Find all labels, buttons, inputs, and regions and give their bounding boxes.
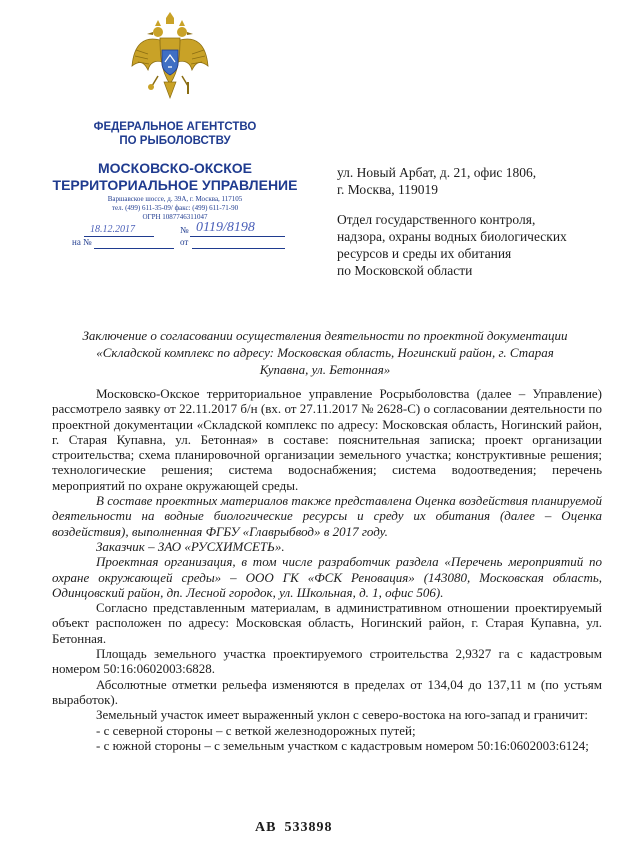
paragraph: Согласно представленным материалам, в административном отношении проектируемый объект расположен по адресу: Московская область, Ногинский район, г. Старая Купавна, ул. Бетонная. <box>52 600 602 646</box>
recipient-org-line2: надзора, охраны водных биологических <box>337 229 567 244</box>
recipient-org-line4: по Московской области <box>337 263 473 278</box>
paragraph: Заказчик – ЗАО «РУСХИМСЕТЬ». <box>96 538 285 554</box>
serial-number: 533898 <box>284 820 333 835</box>
document-title-line3: Купавна, ул. Бетонная» <box>259 362 391 377</box>
paragraph: Абсолютные отметки рельефа изменяются в пределах от 134,04 до 137,11 м (по устьям выработок). <box>52 676 602 707</box>
recipient-address-line2: г. Москва, 119019 <box>337 182 439 197</box>
outgoing-date: 18.12.2017 <box>90 224 135 235</box>
sender-address: Варшавское шоссе, д. 39А, г. Москва, 117105 <box>107 195 243 203</box>
paragraph: Площадь земельного участка проектируемого строительства 2,9327 га с кадастровым номером 50:16:0602003:6828. <box>52 646 602 677</box>
registration-line <box>72 220 287 249</box>
document-title-line2: «Складской комплекс по адресу: Московская область, Ногинский район, г. Старая <box>96 345 554 360</box>
document-body <box>52 386 602 753</box>
department-name <box>40 160 310 194</box>
sender-phone: тел. (499) 611-35-09/ факс: (499) 611-71-90 <box>111 204 239 212</box>
recipient-org-line1: Отдел государственного контроля, <box>337 212 536 227</box>
department-name-line1: МОСКОВСКО-ОКСКОЕ <box>97 160 252 176</box>
recipient-block <box>337 164 617 279</box>
form-serial-number <box>255 820 395 836</box>
recipient-address-line1: ул. Новый Арбат, д. 21, офис 1806, <box>337 165 537 180</box>
number-label: № <box>180 225 189 235</box>
paragraph: Московско-Окское территориальное управление Росрыболовства (далее – Управление) рассмотрело заявку от 22.11.2017 б/н (вх. от 27.11.2017 № 2628-С) о согласовании деятельности по проектной документации «Складской комплекс по адресу: Московская область, Ногинский район, г. Старая Купавна, ул. Бетонная» в составе: пояснительная записка; проект организации строительства; схема планировочной организации земельного участка; конструктивные решения; технологические решения; система водоснабжения; система водоотведения; перечень мероприятий по охране окружающей среды. <box>52 386 602 493</box>
coat-of-arms-icon <box>130 10 210 110</box>
reference-number-label: на № <box>72 237 92 247</box>
agency-name-line1: ФЕДЕРАЛЬНОЕ АГЕНТСТВО <box>93 121 257 133</box>
recipient-org-line3: ресурсов и среды их обитания <box>337 246 512 261</box>
sender-ogrn: ОГРН 1087746311047 <box>142 213 208 221</box>
paragraph: Земельный участок имеет выраженный уклон с северо-востока на юго-запад и граничит: <box>96 707 589 723</box>
department-name-line2: ТЕРРИТОРИАЛЬНОЕ УПРАВЛЕНИЕ <box>52 177 298 193</box>
list-item: - с северной стороны – с веткой железнодорожных путей; <box>96 722 416 738</box>
reference-date-label: от <box>180 237 189 247</box>
paragraph: Проектная организация, в том числе разработчик раздела «Перечень мероприятий по охране окружающей среды» – ООО ГК «ФСК Реновация» (143080, Московская область, Одинцовский район, дп. Лесной городок, ул. Школьная, д. 1, офис 506). <box>52 554 602 600</box>
document-title-line1: Заключение о согласовании осуществления деятельности по проектной документации <box>82 328 568 343</box>
outgoing-number: 0119/8198 <box>196 220 255 235</box>
list-item: - с южной стороны – с земельным участком с кадастровым номером 50:16:0602003:6124; <box>96 737 589 753</box>
serial-series: АВ <box>255 820 277 835</box>
document-title <box>50 327 600 378</box>
agency-name <box>60 120 290 148</box>
agency-name-line2: ПО РЫБОЛОВСТВУ <box>119 135 231 147</box>
paragraph: В составе проектных материалов также представлена Оценка воздействия планируемой деятельности на водные биологические ресурсы и среду их обитания (далее – Оценка воздействия), выполненная ФГБУ «Главрыбвод» в 2017 году. <box>52 493 602 539</box>
